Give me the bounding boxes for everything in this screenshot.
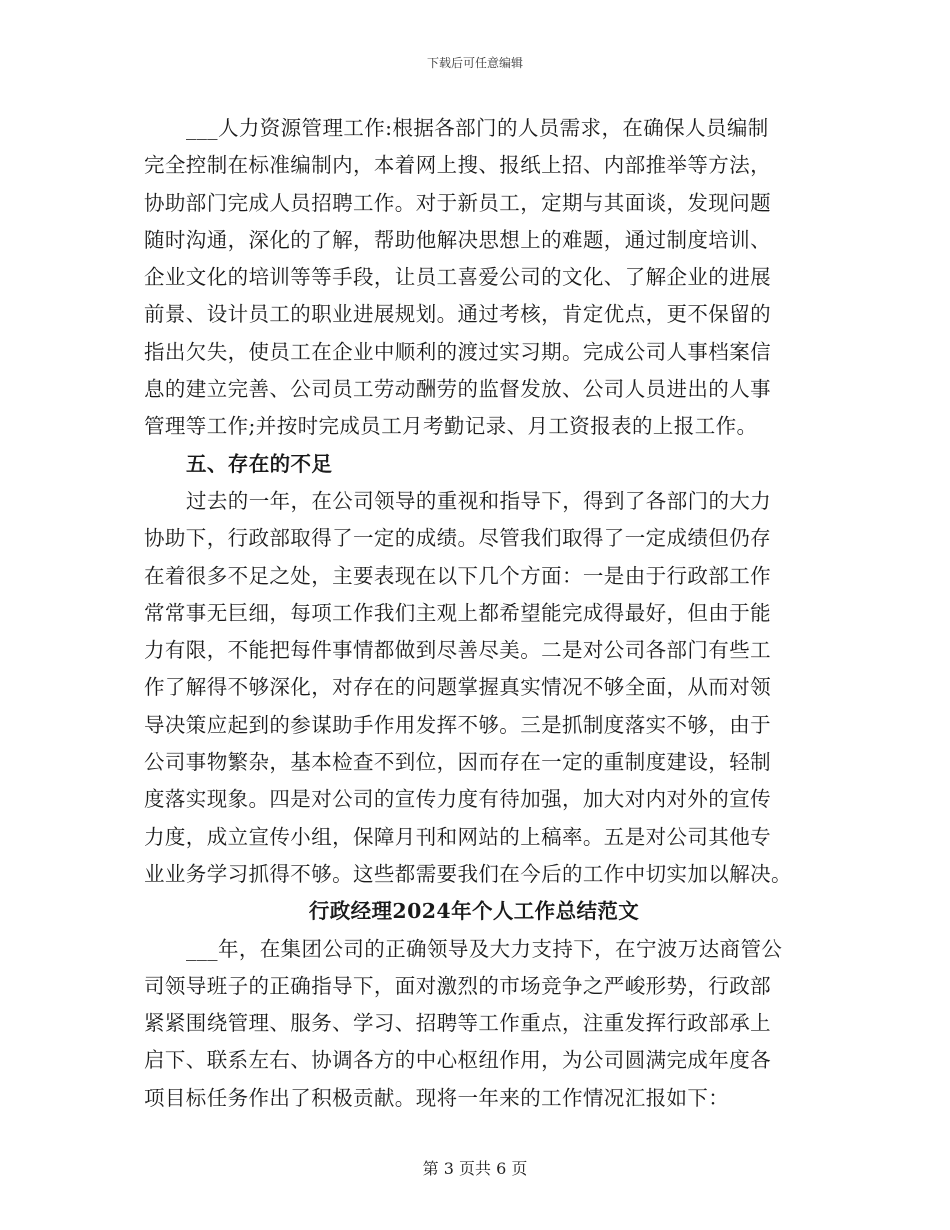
shortcomings-paragraph — [144, 483, 804, 893]
page-footer: 第 3 页共 6 页 — [422, 1159, 528, 1178]
paragraph-line: 力度，成立宣传小组，保障月刊和网站的上稿率。五是对公司其他专 — [144, 824, 771, 849]
article-intro-paragraph — [144, 931, 804, 1117]
paragraph-line: 企业文化的培训等等手段，让员工喜爱公司的文化、了解企业的进展 — [144, 265, 771, 290]
paragraph-line: 协助下，行政部取得了一定的成绩。尽管我们取得了一定成绩但仍存 — [144, 526, 771, 551]
paragraph-line: ___人力资源管理工作:根据各部门的人员需求，在确保人员编制 — [186, 116, 769, 140]
paragraph-line: 启下、联系左右、协调各方的中心枢纽作用，为公司圆满完成年度各 — [144, 1048, 771, 1073]
paragraph-line: 完全控制在标准编制内，本着网上搜、报纸上招、内部推举等方法， — [144, 153, 771, 178]
section-heading: 五、存在的不足 — [186, 451, 333, 476]
paragraph-line: 息的建立完善、公司员工劳动酬劳的监督发放、公司人员进出的人事 — [144, 377, 771, 402]
article-title: 行政经理2024年个人工作总结范文 — [308, 899, 640, 924]
paragraph-line: 随时沟通，深化的了解，帮助他解决思想上的难题，通过制度培训、 — [144, 227, 771, 252]
document-body — [144, 110, 804, 1117]
paragraph-line: 指出欠失，使员工在企业中顺利的渡过实习期。完成公司人事档案信 — [144, 339, 771, 364]
paragraph-line: 作了解得不够深化，对存在的问题掌握真实情况不够全面，从而对领 — [144, 675, 771, 700]
paragraph-line: 度落实现象。四是对公司的宣传力度有待加强，加大对内对外的宣传 — [144, 787, 771, 812]
paragraph-line: 导决策应起到的参谋助手作用发挥不够。三是抓制度落实不够，由于 — [144, 712, 771, 737]
paragraph-line: 司领导班子的正确指导下，面对激烈的市场竞争之严峻形势，行政部 — [144, 973, 771, 998]
paragraph-line: 项目标任务作出了积极贡献。现将一年来的工作情况汇报如下： — [144, 1085, 730, 1110]
paragraph-line: 力有限，不能把每件事情都做到尽善尽美。二是对公司各部门有些工 — [144, 638, 771, 663]
paragraph-line: 协助部门完成人员招聘工作。对于新员工，定期与其面谈，发现问题 — [144, 190, 771, 215]
hr-management-paragraph — [144, 110, 804, 446]
paragraph-line: 紧紧围绕管理、服务、学习、招聘等工作重点，注重发挥行政部承上 — [144, 1011, 771, 1036]
paragraph-line: 在着很多不足之处，主要表现在以下几个方面：一是由于行政部工作 — [144, 563, 771, 588]
paragraph-line: ___年，在集团公司的正确领导及大力支持下，在宁波万达商管公 — [186, 936, 783, 961]
paragraph-line: 业业务学习抓得不够。这些都需要我们在今后的工作中切实加以解决。 — [144, 861, 792, 886]
page-header: 下载后可任意编辑 — [426, 56, 523, 70]
paragraph-line: 管理等工作;并按时完成员工月考勤记录、月工资报表的上报工作。 — [144, 414, 758, 439]
paragraph-line: 常常事无巨细，每项工作我们主观上都希望能完成得最好，但由于能 — [144, 600, 771, 625]
paragraph-line: 过去的一年，在公司领导的重视和指导下，得到了各部门的大力 — [186, 488, 772, 513]
paragraph-line: 公司事物繁杂，基本检查不到位，因而存在一定的重制度建设，轻制 — [144, 750, 771, 775]
paragraph-line: 前景、设计员工的职业进展规划。通过考核，肯定优点，更不保留的 — [144, 302, 771, 327]
